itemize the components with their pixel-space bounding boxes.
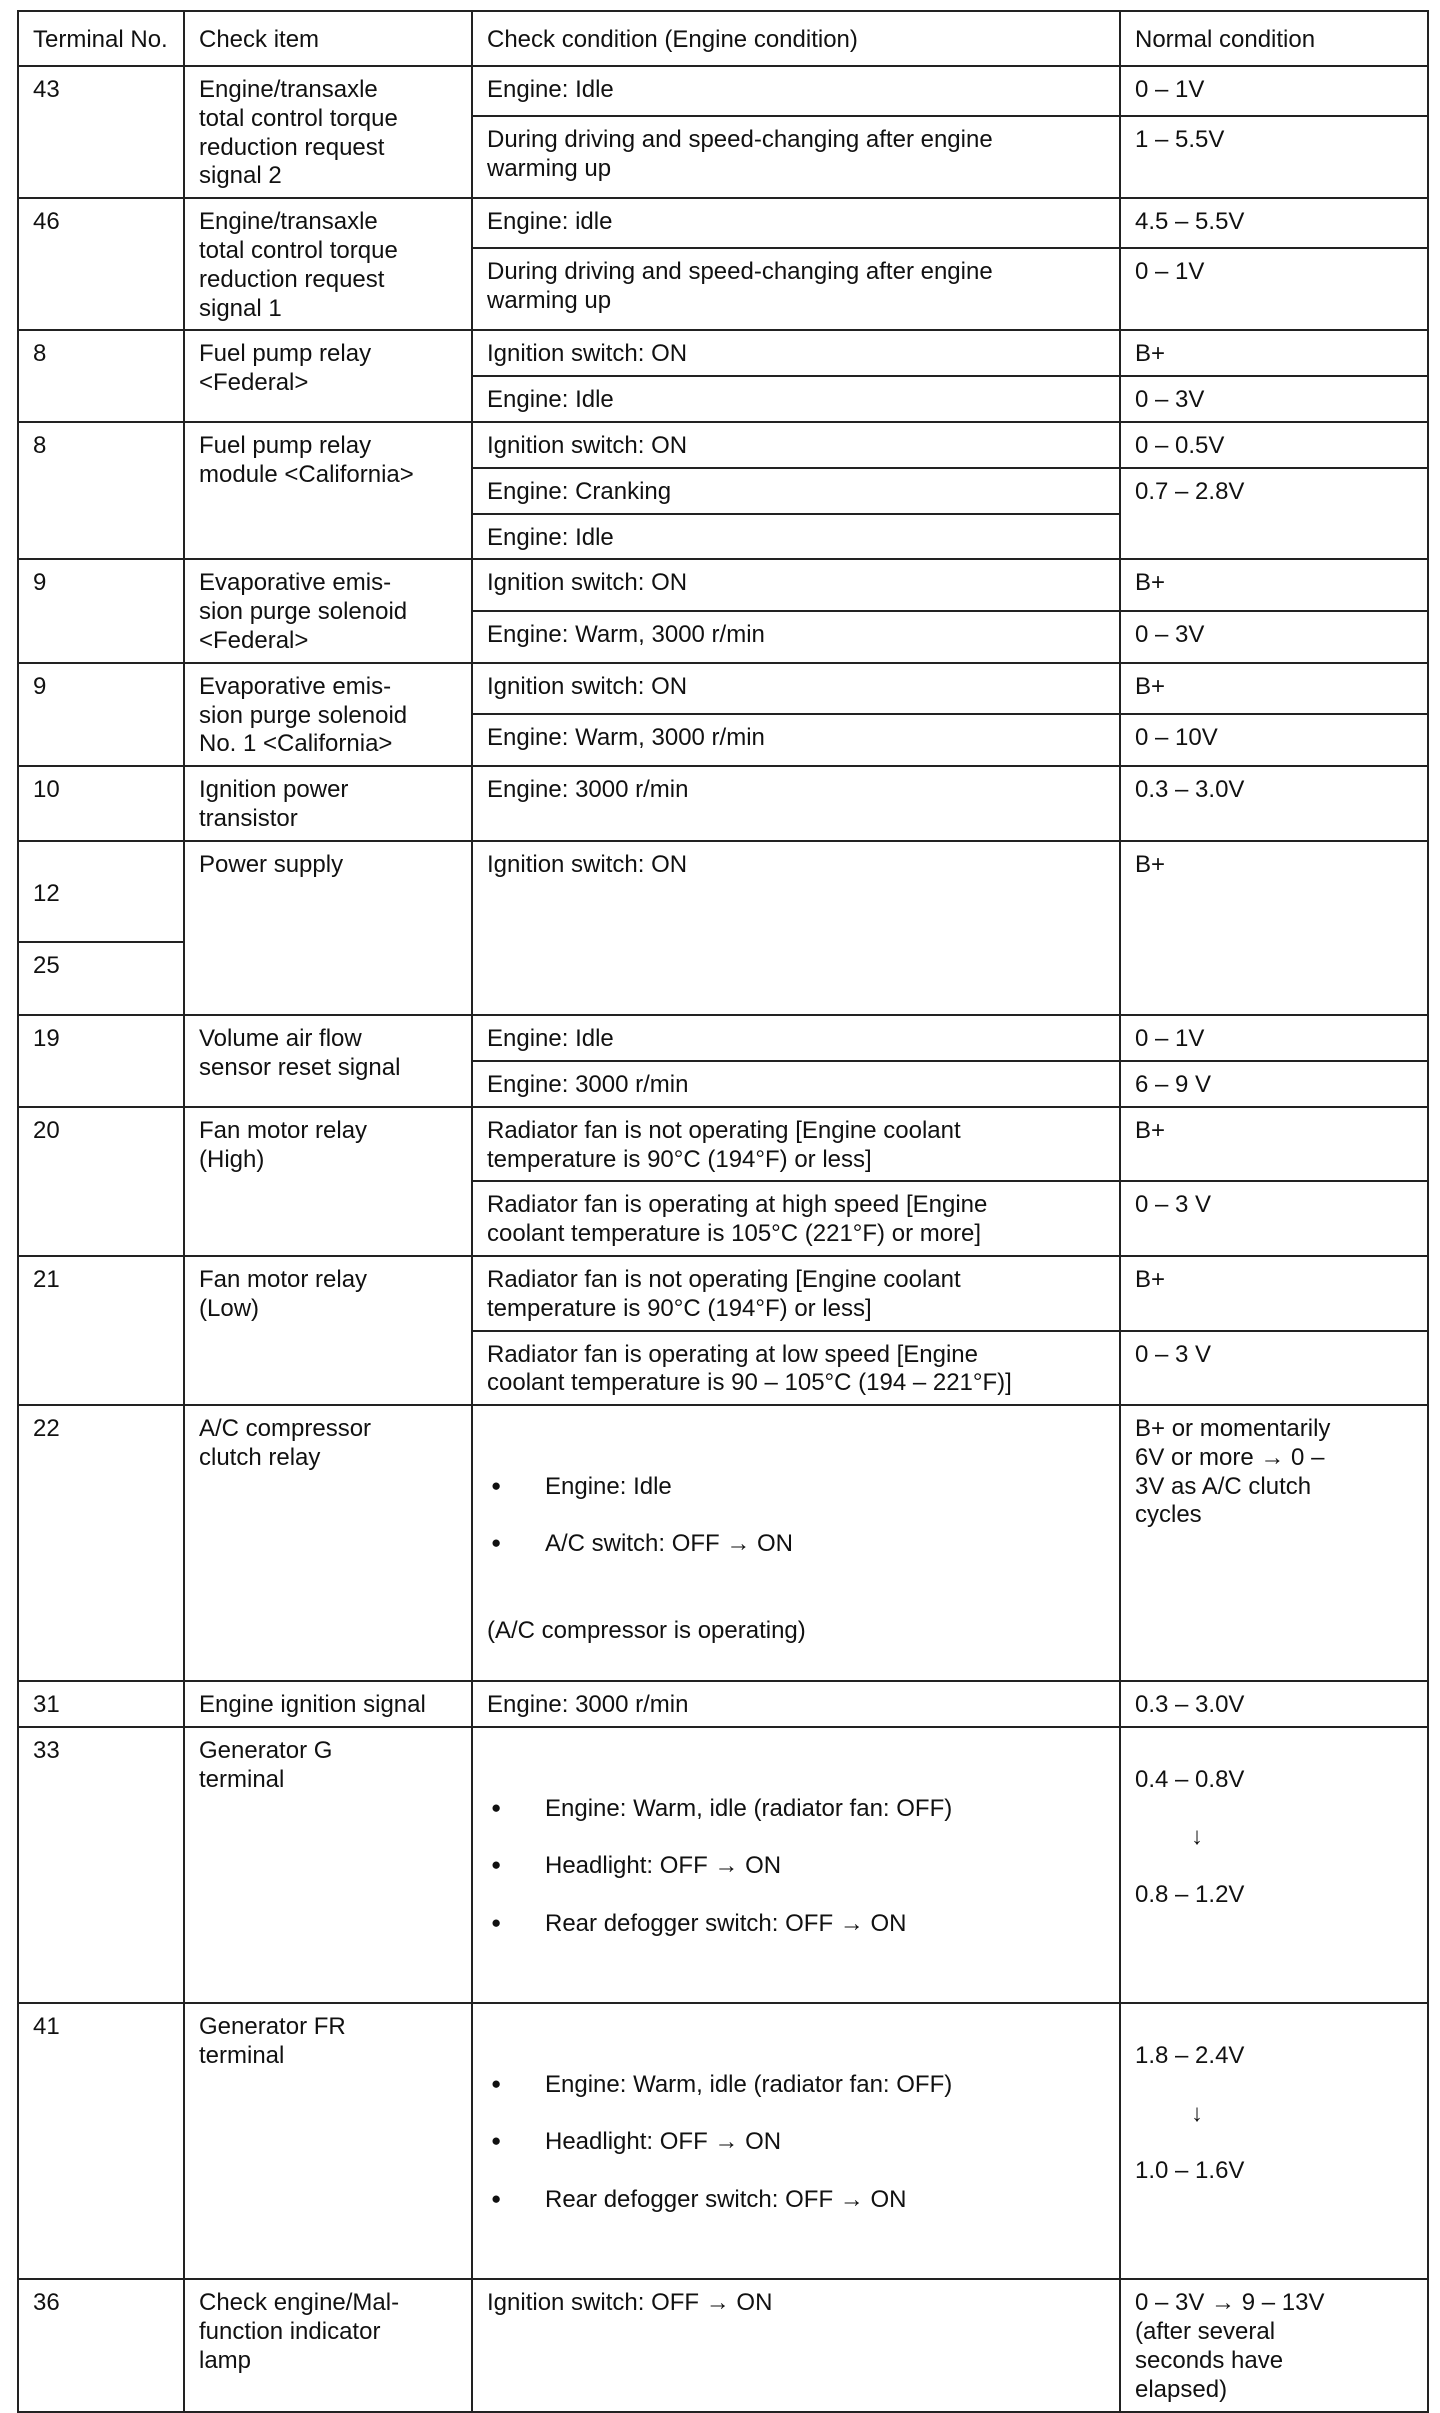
- normal-cell: B+: [1120, 330, 1428, 376]
- normal-from: 1.8 – 2.4V: [1135, 2042, 1245, 2070]
- header-terminal-no: Terminal No.: [18, 11, 184, 66]
- condition-cell: Engine: 3000 r/min: [472, 1681, 1120, 1727]
- table-row: [18, 766, 1428, 841]
- check-item-cell: Ignition power transistor: [184, 766, 472, 841]
- table-row: [18, 1107, 1428, 1182]
- normal-cell: 0 – 3 V: [1120, 1181, 1428, 1256]
- table-row: [18, 559, 1428, 611]
- condition-cell: [472, 1405, 1120, 1681]
- normal-cell: 0 – 1V: [1120, 248, 1428, 330]
- check-item-cell: Volume air flow sensor reset signal: [184, 1015, 472, 1107]
- normal-cell: 0.3 – 3.0V: [1120, 1681, 1428, 1727]
- terminal-cell: 9: [18, 663, 184, 766]
- check-item-cell: Fuel pump relay <Federal>: [184, 330, 472, 422]
- condition-cell: Ignition switch: ON: [472, 841, 1120, 1015]
- condition-cell: Ignition switch: OFF → ON: [472, 2279, 1120, 2411]
- normal-cell: B+ or momentarily 6V or more → 0 – 3V as A/C clutch cycles: [1120, 1405, 1428, 1681]
- table-row: [18, 2003, 1428, 2279]
- normal-to: 0.8 – 1.2V: [1135, 1881, 1245, 1909]
- normal-cell: 0.7 – 2.8V: [1120, 468, 1428, 560]
- normal-cell: 0 – 3V → 9 – 13V (after several seconds have elapsed): [1120, 2279, 1428, 2411]
- terminal-cell: 36: [18, 2279, 184, 2411]
- check-item-cell: Generator G terminal: [184, 1727, 472, 2003]
- condition-cell: Engine: Warm, 3000 r/min: [472, 611, 1120, 663]
- terminal-cell: 43: [18, 66, 184, 198]
- normal-cell: B+: [1120, 1256, 1428, 1331]
- condition-cell: During driving and speed-changing after engine warming up: [472, 248, 1120, 330]
- header-check-condition: Check condition (Engine condition): [472, 11, 1120, 66]
- table-row: [18, 2279, 1428, 2411]
- bullet-item: ● Rear defogger switch: OFF → ON: [487, 2186, 1109, 2215]
- table-row: [18, 330, 1428, 376]
- terminal-cell: 9: [18, 559, 184, 662]
- normal-cell: 6 – 9 V: [1120, 1061, 1428, 1107]
- normal-cell: B+: [1120, 1107, 1428, 1182]
- table-row: [18, 841, 1428, 1015]
- condition-cell: Engine: 3000 r/min: [472, 766, 1120, 841]
- condition-cell: Ignition switch: ON: [472, 422, 1120, 468]
- condition-cell: Engine: Warm, 3000 r/min: [472, 714, 1120, 766]
- condition-cell: Engine: Idle: [472, 376, 1120, 422]
- table-row: [18, 1727, 1428, 2003]
- condition-bullets: [487, 1766, 1109, 1968]
- table-row: [18, 1405, 1428, 1681]
- table-body: [18, 66, 1428, 2412]
- terminal-cell: 46: [18, 198, 184, 330]
- check-item-cell: Engine ignition signal: [184, 1681, 472, 1727]
- table-row: [18, 66, 1428, 116]
- bullet-item: ● Headlight: OFF → ON: [487, 1852, 1109, 1881]
- check-item-cell: Power supply: [184, 841, 472, 1015]
- normal-cell: 0 – 0.5V: [1120, 422, 1428, 468]
- normal-cell: [1120, 1727, 1428, 2003]
- bullet-item: ● Engine: Warm, idle (radiator fan: OFF): [487, 1795, 1109, 1824]
- check-item-cell: Evaporative emis- sion purge solenoid No. 1 <California>: [184, 663, 472, 766]
- normal-cell: 0 – 3 V: [1120, 1331, 1428, 1406]
- condition-cell: Radiator fan is not operating [Engine coolant temperature is 90°C (194°F) or less]: [472, 1256, 1120, 1331]
- bullet-item: ● Rear defogger switch: OFF → ON: [487, 1910, 1109, 1939]
- terminal-cell: 19: [18, 1015, 184, 1107]
- check-item-cell: Generator FR terminal: [184, 2003, 472, 2279]
- condition-note: (A/C compressor is operating): [487, 1616, 806, 1644]
- check-item-cell: A/C compressor clutch relay: [184, 1405, 472, 1681]
- check-item-cell: Fan motor relay (High): [184, 1107, 472, 1256]
- condition-cell: Engine: idle: [472, 198, 1120, 248]
- terminal-cell: 31: [18, 1681, 184, 1727]
- normal-cell: 1 – 5.5V: [1120, 116, 1428, 198]
- check-item-cell: Evaporative emis- sion purge solenoid <Federal>: [184, 559, 472, 662]
- table-row: [18, 422, 1428, 468]
- down-arrow-icon: ↓: [1191, 1823, 1203, 1851]
- terminal-cell: 20: [18, 1107, 184, 1256]
- terminal-25: 25: [19, 941, 183, 985]
- condition-bullets: [487, 1444, 1109, 1588]
- terminal-cell: 8: [18, 330, 184, 422]
- normal-cell: 0 – 3V: [1120, 376, 1428, 422]
- terminal-cell: 8: [18, 422, 184, 559]
- condition-cell: Ignition switch: ON: [472, 330, 1120, 376]
- header-check-item: Check item: [184, 11, 472, 66]
- down-arrow-icon: ↓: [1191, 2099, 1203, 2127]
- condition-bullets: [487, 2042, 1109, 2244]
- condition-cell: Engine: Cranking: [472, 468, 1120, 514]
- terminal-cell: 22: [18, 1405, 184, 1681]
- normal-cell: B+: [1120, 841, 1428, 1015]
- condition-cell: Radiator fan is not operating [Engine coolant temperature is 90°C (194°F) or less]: [472, 1107, 1120, 1182]
- table-row: [18, 663, 1428, 715]
- bullet-item: ● A/C switch: OFF → ON: [487, 1530, 1109, 1559]
- table-row: [18, 198, 1428, 248]
- table-row: [18, 1681, 1428, 1727]
- condition-cell: [472, 2003, 1120, 2279]
- bullet-item: ● Engine: Warm, idle (radiator fan: OFF): [487, 2071, 1109, 2100]
- terminal-cell: 21: [18, 1256, 184, 1405]
- check-item-cell: Fan motor relay (Low): [184, 1256, 472, 1405]
- terminal-12: 12: [33, 879, 60, 907]
- normal-cell: 0 – 3V: [1120, 611, 1428, 663]
- terminal-cell: 41: [18, 2003, 184, 2279]
- bullet-item: ● Headlight: OFF → ON: [487, 2128, 1109, 2157]
- table-row: [18, 1015, 1428, 1061]
- normal-cell: 0.3 – 3.0V: [1120, 766, 1428, 841]
- header-row: [18, 11, 1428, 66]
- check-item-cell: Engine/transaxle total control torque reduction request signal 1: [184, 198, 472, 330]
- normal-to: 1.0 – 1.6V: [1135, 2157, 1245, 2185]
- condition-cell: Ignition switch: ON: [472, 559, 1120, 611]
- normal-cell: 0 – 10V: [1120, 714, 1428, 766]
- table-header: [18, 11, 1428, 66]
- check-item-cell: Check engine/Mal- function indicator lamp: [184, 2279, 472, 2411]
- condition-cell: Engine: Idle: [472, 514, 1120, 560]
- condition-cell: During driving and speed-changing after engine warming up: [472, 116, 1120, 198]
- terminal-cell: 33: [18, 1727, 184, 2003]
- condition-cell: [472, 1727, 1120, 2003]
- normal-cell: 0 – 1V: [1120, 1015, 1428, 1061]
- normal-cell: B+: [1120, 663, 1428, 715]
- table-row: [18, 1256, 1428, 1331]
- condition-cell: Engine: Idle: [472, 1015, 1120, 1061]
- terminal-check-table: [17, 10, 1429, 2413]
- condition-cell: Engine: Idle: [472, 66, 1120, 116]
- terminal-cell: 10: [18, 766, 184, 841]
- header-normal-condition: Normal condition: [1120, 11, 1428, 66]
- terminal-cell: [18, 841, 184, 1015]
- condition-cell: Ignition switch: ON: [472, 663, 1120, 715]
- condition-cell: Radiator fan is operating at high speed [Engine coolant temperature is 105°C (221°F) or more]: [472, 1181, 1120, 1256]
- bullet-item: ● Engine: Idle: [487, 1473, 1109, 1502]
- normal-cell: 4.5 – 5.5V: [1120, 198, 1428, 248]
- normal-from: 0.4 – 0.8V: [1135, 1765, 1245, 1793]
- normal-cell: [1120, 2003, 1428, 2279]
- check-item-cell: Fuel pump relay module <California>: [184, 422, 472, 559]
- normal-cell: 0 – 1V: [1120, 66, 1428, 116]
- normal-cell: B+: [1120, 559, 1428, 611]
- condition-cell: Engine: 3000 r/min: [472, 1061, 1120, 1107]
- condition-cell: Radiator fan is operating at low speed [Engine coolant temperature is 90 – 105°C (194 – 221°F)]: [472, 1331, 1120, 1406]
- check-item-cell: Engine/transaxle total control torque reduction request signal 2: [184, 66, 472, 198]
